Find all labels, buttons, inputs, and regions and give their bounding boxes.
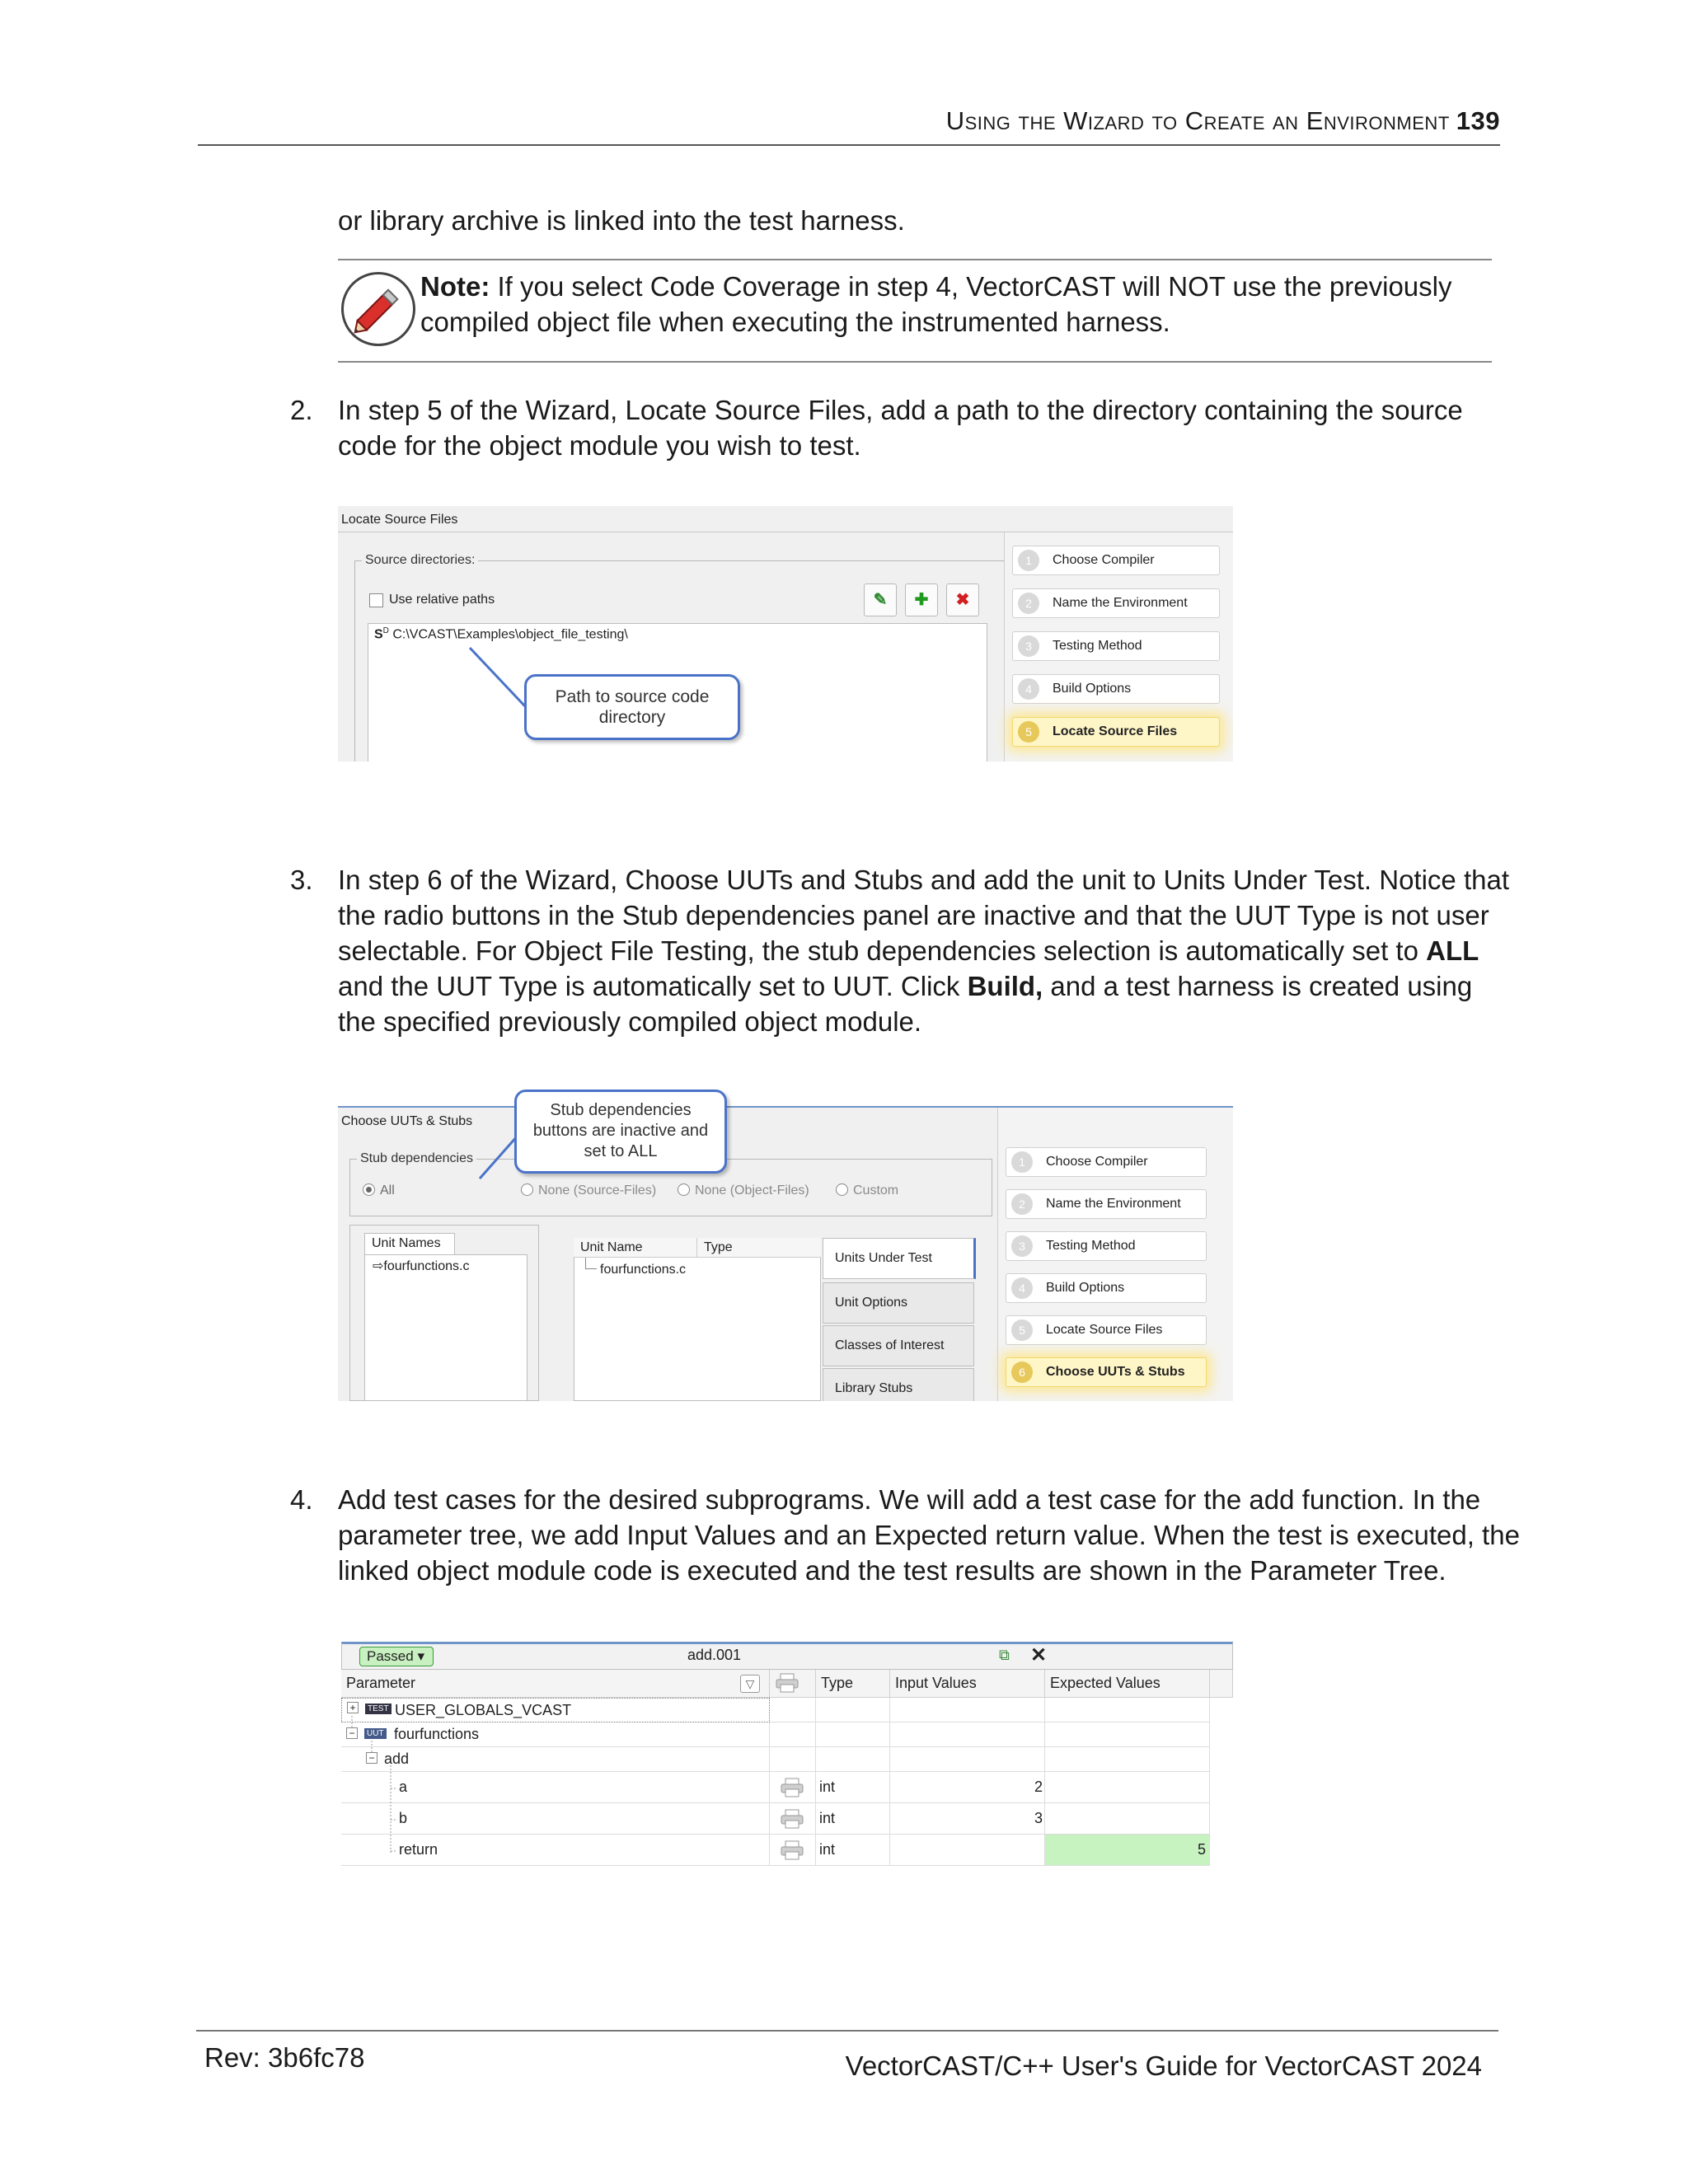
radio-custom[interactable]: Custom [836, 1183, 898, 1198]
step-4-paragraph: Add test cases for the desired subprograms. We will add a test case for the add function. In the parameter tree, we add Input Values and an Expected return value. When the test is executed, the linked object module code is executed and the test results are shown in the Parameter Tree. [338, 1484, 1520, 1586]
col-input-values[interactable]: Input Values [890, 1670, 1045, 1698]
wizard-step-testing-method[interactable]: 3 Testing Method [1012, 631, 1220, 661]
radio-none-source[interactable]: None (Source-Files) [521, 1183, 656, 1198]
col-parameter[interactable]: Parameter [341, 1670, 770, 1698]
unit-names-tab[interactable]: Unit Names [364, 1233, 455, 1254]
filter-icon[interactable]: ▽ [740, 1675, 760, 1693]
table-row[interactable]: return [341, 1835, 770, 1866]
uut-badge-icon: UUT [364, 1728, 387, 1739]
uut-item[interactable]: fourfunctions.c [600, 1263, 687, 1277]
test-badge-icon: TEST [365, 1704, 392, 1714]
table-row[interactable]: + TEST USER_GLOBALS_VCAST [341, 1698, 770, 1722]
status-badge[interactable]: Passed ▾ [359, 1647, 434, 1666]
close-icon[interactable]: ✕ [1030, 1644, 1048, 1666]
test-case-name: add.001 [687, 1647, 742, 1663]
path-callout: Path to source code directory [524, 674, 740, 740]
parameter-tree-screenshot: Passed ▾ add.001 ⧉ ✕ Parameter ▽ Type Input Values Expected Values + TEST USER_GLOBALS_VCAST − UUT fourfunctions − add a int 2 b int 3 return int 5 [341, 1642, 1233, 1874]
radio-all[interactable]: All [363, 1183, 395, 1198]
table-row[interactable]: a [341, 1772, 770, 1803]
col-expected-values[interactable]: Expected Values [1045, 1670, 1210, 1698]
tab-classes-of-interest[interactable]: Classes of Interest [823, 1325, 974, 1366]
remove-path-button[interactable]: ✖ [946, 583, 979, 616]
page-header [198, 103, 1500, 146]
tab-library-stubs[interactable]: Library Stubs [823, 1368, 974, 1401]
intro-paragraph: or library archive is linked into the test harness. [338, 205, 905, 236]
collapse-icon[interactable]: − [366, 1752, 377, 1764]
radio-none-object[interactable]: None (Object-Files) [678, 1183, 809, 1198]
wizard-step-name-environment[interactable]: 2 Name the Environment [1012, 588, 1220, 618]
print-icon[interactable] [780, 1808, 804, 1830]
guide-title: VectorCAST/C++ User's Guide for VectorCAST 2024 [845, 2050, 1482, 2081]
wizard-step-locate-source-files[interactable]: 5 Locate Source Files [1012, 717, 1220, 747]
add-path-button[interactable]: ✚ [905, 583, 938, 616]
arrow-right-icon: ⇨ [373, 1259, 384, 1273]
wizard-step-choose-compiler[interactable]: 1 Choose Compiler [1012, 546, 1220, 575]
step-2-paragraph: In step 5 of the Wizard, Locate Source Files, add a path to the directory containing the source code for the object module you wish to test. [338, 395, 1463, 461]
page-number: 139 [1456, 106, 1500, 135]
source-directories-group: Source directories: [354, 560, 1179, 762]
tab-units-under-test[interactable]: Units Under Test [823, 1238, 976, 1279]
pencil-icon [341, 272, 415, 346]
expected-pass-cell[interactable]: 5 [1045, 1835, 1210, 1866]
stub-dependencies-group: Stub dependencies [349, 1159, 992, 1216]
wizard-step-build-options[interactable]: 4 Build Options [1012, 674, 1220, 704]
note-text: Note: If you select Code Coverage in step 4, VectorCAST will NOT use the previously compiled object file when executing the instrumented harness. [420, 271, 1452, 337]
footer-rule [196, 2030, 1498, 2032]
emphasis-all: ALL [1426, 935, 1479, 966]
expand-icon[interactable]: + [347, 1702, 359, 1713]
step-number: 3. [290, 865, 313, 895]
step-number: 2. [290, 395, 313, 425]
col-print [770, 1670, 816, 1698]
table-row[interactable]: b [341, 1803, 770, 1835]
unit-names-item[interactable]: ⇨fourfunctions.c [373, 1259, 470, 1273]
step-3-paragraph: In step 6 of the Wizard, Choose UUTs and Stubs and add the unit to Units Under Test. Notice that the radio buttons in the Stub dependencies panel are inactive and that the UUT Type is not user selectable. For Object File Testing, the stub dependencies selection is automatically set to ALL and the UUT Type is automatically set to UUT. Click Build, and a test harness is created using the specified previously compiled object module. [338, 865, 1509, 1037]
print-icon[interactable] [780, 1777, 804, 1798]
step-number: 4. [290, 1484, 313, 1515]
panel-title: Locate Source Files [341, 513, 458, 527]
wizard-step-locate-source-files[interactable]: 5 Locate Source Files [1006, 1315, 1207, 1345]
note-label: Note: [420, 271, 490, 302]
col-type[interactable]: Type [816, 1670, 890, 1698]
table-row[interactable]: − UUT fourfunctions [341, 1722, 770, 1747]
edit-path-button[interactable]: ✎ [864, 583, 897, 616]
emphasis-build: Build, [967, 971, 1043, 1001]
panel-title: Choose UUTs & Stubs [341, 1114, 473, 1128]
print-icon[interactable] [780, 1840, 804, 1861]
table-row[interactable]: − add [341, 1747, 770, 1772]
revision-label: Rev: 3b6fc78 [204, 2042, 365, 2073]
source-directory-item[interactable]: $S^D$ C:\VCAST\Examples\object_file_testing\ [374, 626, 628, 642]
tab-unit-options[interactable]: Unit Options [823, 1282, 974, 1324]
uut-col-unit-name[interactable]: Unit Name [574, 1238, 697, 1258]
wizard-step-name-environment[interactable]: 2 Name the Environment [1006, 1189, 1207, 1219]
print-icon [775, 1673, 799, 1693]
stub-dependencies-callout: Stub dependencies buttons are inactive and set to ALL [514, 1090, 727, 1174]
tree-connectors [341, 1642, 770, 1874]
wizard-step-choose-compiler[interactable]: 1 Choose Compiler [1006, 1147, 1207, 1177]
collapse-icon[interactable]: − [346, 1727, 358, 1739]
note-box [338, 259, 1492, 363]
chapter-title: Using the Wizard to Create an Environment 139 [945, 106, 1500, 135]
locate-source-files-screenshot [338, 506, 1233, 762]
chevron-down-icon: ▾ [417, 1648, 424, 1664]
wizard-step-build-options[interactable]: 4 Build Options [1006, 1273, 1207, 1303]
wizard-step-choose-uuts-stubs[interactable]: 6 Choose UUTs & Stubs [1006, 1357, 1207, 1387]
search-path-icon: S [374, 627, 383, 642]
relative-paths-label: Use relative paths [389, 593, 495, 607]
uut-col-type[interactable]: Type [697, 1238, 821, 1258]
detach-icon[interactable]: ⧉ [999, 1647, 1010, 1663]
wizard-step-testing-method[interactable]: 3 Testing Method [1006, 1231, 1207, 1261]
choose-uuts-screenshot [338, 1090, 1233, 1401]
